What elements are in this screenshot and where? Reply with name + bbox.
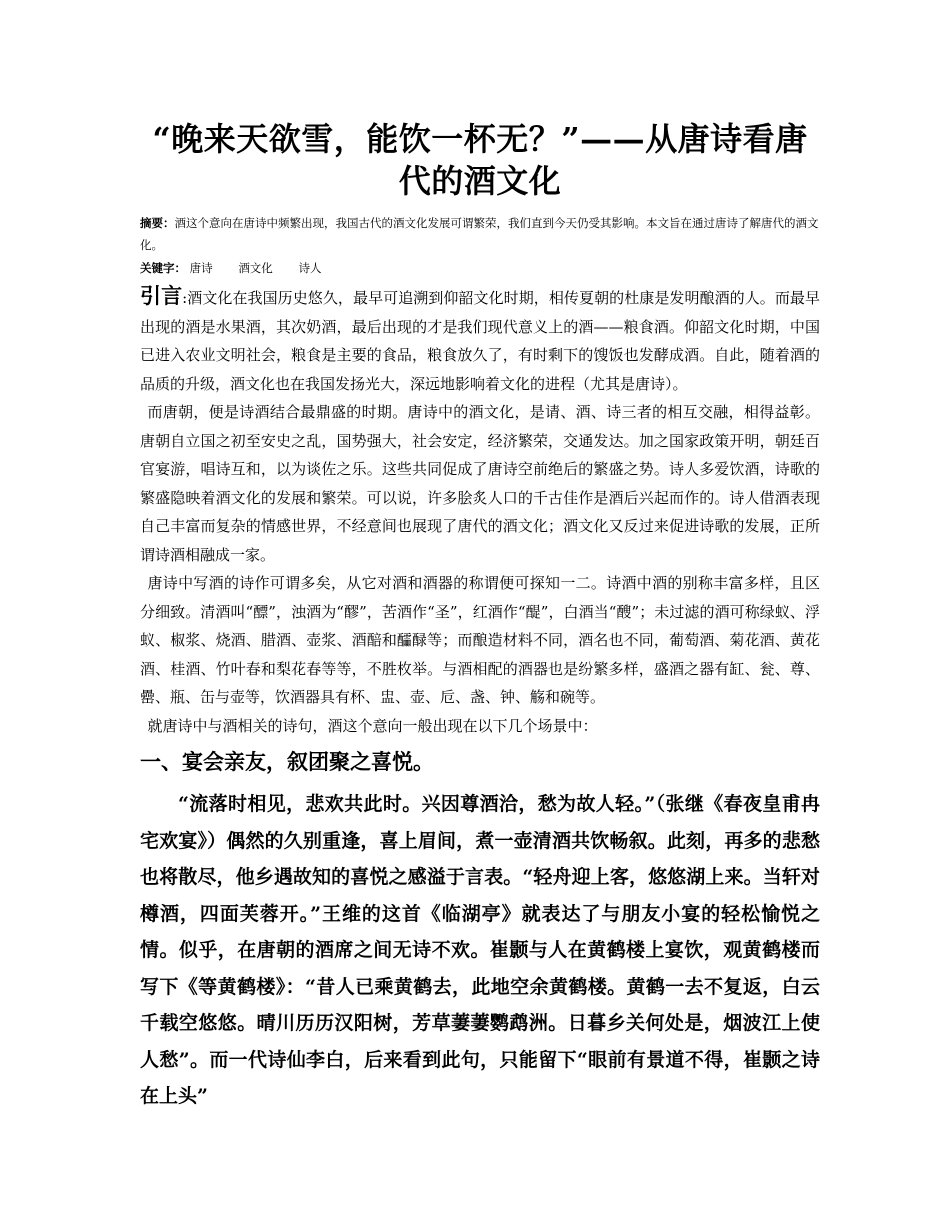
body-paragraph: 就唐诗中与酒相关的诗句，酒这个意向一般出现在以下几个场景中： [147,716,598,735]
abstract-text: 酒这个意向在唐诗中频繁出现，我国古代的酒文化发展可谓繁荣，我们直到今天仍受其影响。本文旨在通过唐诗了解唐代的酒文化。 [140,216,819,252]
keywords-label: 关键字： [140,261,186,275]
keyword: 酒文化 [238,261,273,275]
document-page [140,118,820,1115]
intro-text: :酒文化在我国历史悠久，最早可追溯到仰韶文化时期，相传夏朝的杜康是发明酿酒的人。而最早出现的酒是水果酒，其次奶酒，最后出现的才是我们现代意义上的酒——粮食酒。仰韶文化时期，中国已进入农业文明社会，粮食是主要的食品，粮食放久了，有时剩下的馊饭也发酵成酒。自此，随着酒的品质的升级，酒文化也在我国发扬光大，深远地影响着文化的进程（尤其是唐诗）。 [140,289,821,393]
keywords [140,258,820,278]
body-paragraph: 而唐朝，便是诗酒结合最鼎盛的时期。唐诗中的酒文化，是请、酒、诗三者的相互交融，相得益彰。唐朝自立国之初至安史之乱，国势强大，社会安定，经济繁荣，交通发达。加之国家政策开明，朝廷百官宴游，唱诗互和，以为谈佐之乐。这些共同促成了唐诗空前绝后的繁盛之势。诗人多爱饮酒，诗歌的繁盛隐映着酒文化的发展和繁荣。可以说，许多脍炙人口的千古佳作是酒后兴起而作的。诗人借酒表现自己丰富而复杂的情感世界，不经意间也展现了唐代的酒文化；酒文化又反过来促进诗歌的发展，正所谓诗酒相融成一家。 [140,403,820,564]
keyword: 唐诗 [189,261,213,275]
intro-lead: 引言 [140,284,183,308]
body-paragraph: 唐诗中写酒的诗作可谓多矣，从它对酒和酒器的称谓便可探知一二。诗酒中酒的别称丰富多样，且区分细致。清酒叫“醥”，浊酒为“醪”，苦酒作“圣”，红酒作“醍”，白酒当“醙”；未过滤的酒可称绿蚁、浮蚁、椒浆、烧酒、腊酒、壶浆、酒醅和醽醁等；而酿造材料不同，酒名也不同，葡萄酒、菊花酒、黄花酒、桂酒、竹叶春和梨花春等等，不胜枚举。与酒相配的酒器也是纷繁多样，盛酒之器有缸、瓮、尊、罍、瓶、缶与壶等，饮酒器具有杯、盅、壶、卮、盏、钟、觞和碗等。 [140,574,820,706]
keyword: 诗人 [298,261,322,275]
section-heading: 一、宴会亲友，叙团聚之喜悦。 [140,750,434,774]
intro-paragraph [140,282,820,398]
abstract [140,212,820,256]
section-paragraph: “流落时相见，悲欢共此时。兴因尊酒洽，愁为故人轻。”（张继《春夜皇甫冉宅欢宴》）偶然的久别重逢，喜上眉间，煮一壶清酒共饮畅叙。此刻，再多的悲愁也将散尽，他乡遇故知的喜悦之感溢于言表。“轻舟迎上客，悠悠湖上来。当轩对樽酒，四面芙蓉开。”王维的这首《临湖亭》就表达了与朋友小宴的轻松愉悦之情。似乎，在唐朝的酒席之间无诗不欢。崔颢与人在黄鹤楼上宴饮，观黄鹤楼而写下《等黄鹤楼》：“昔人已乘黄鹤去，此地空余黄鹤楼。黄鹤一去不复返，白云千载空悠悠。晴川历历汉阳树，芳草萋萋鹦鹉洲。日暮乡关何处是，烟波江上使人愁”。而一代诗仙李白，后来看到此句，只能留下“眼前有景道不得，崔颢之诗在上头” [140,793,820,1107]
abstract-label: 摘要： [140,216,175,230]
document-title: “晚来天欲雪，能饮一杯无？”——从唐诗看唐代的酒文化 [152,120,808,200]
